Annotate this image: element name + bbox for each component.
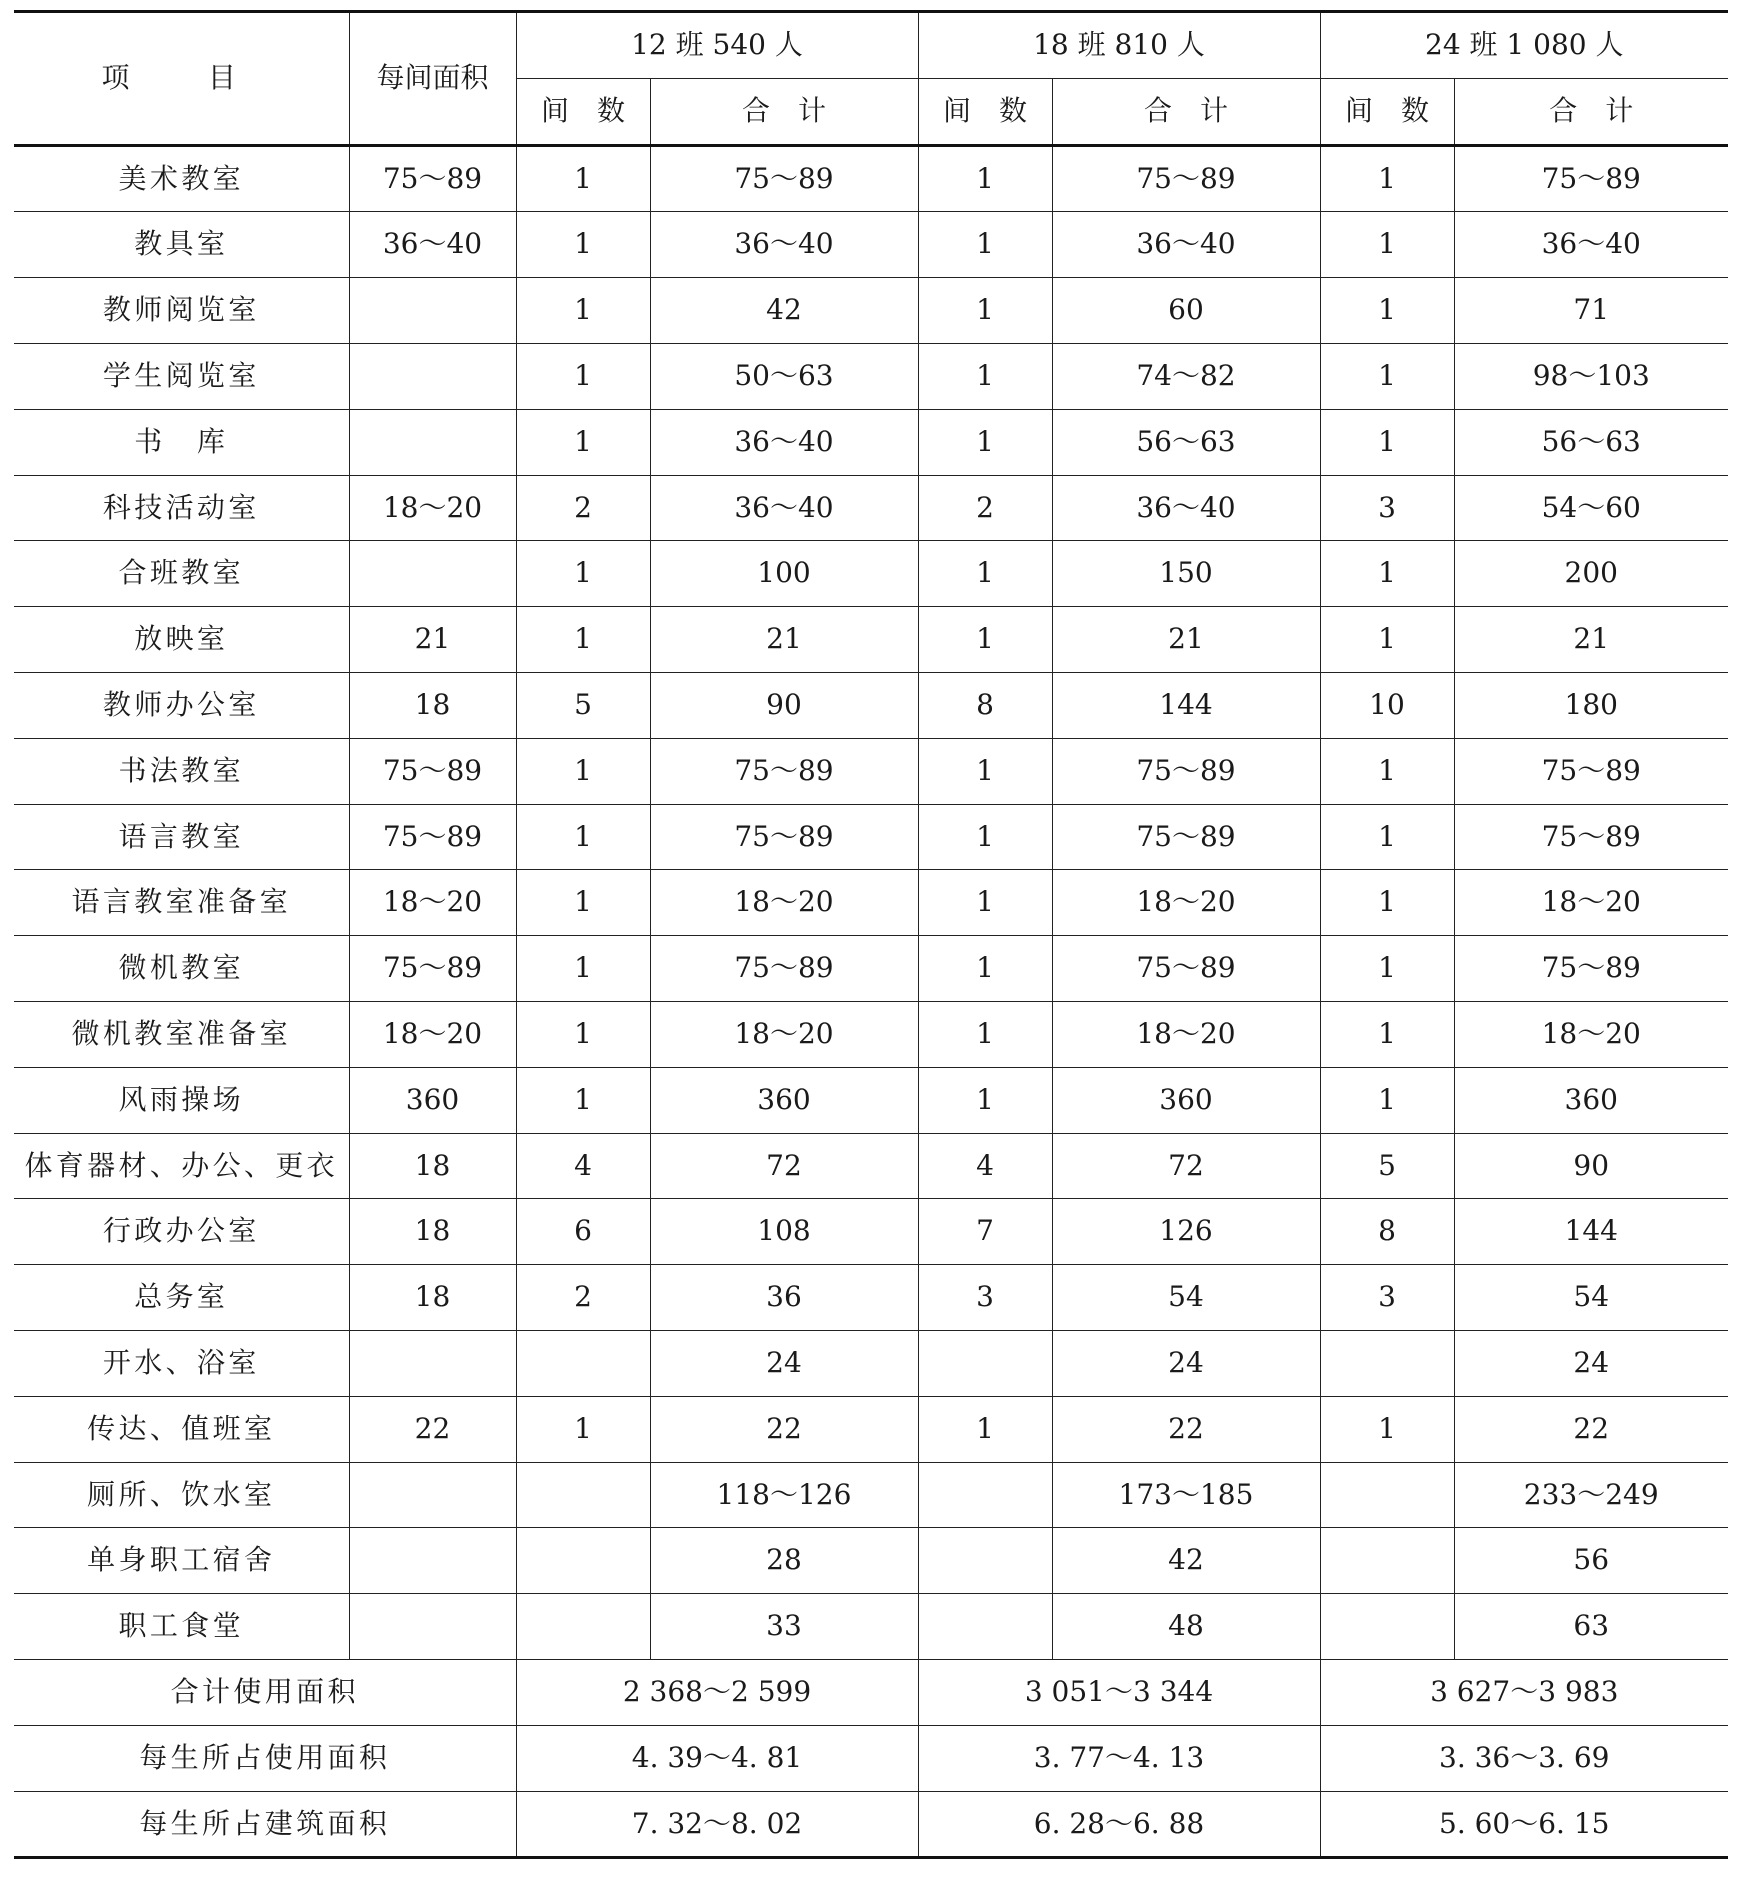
count-18-cell: 1: [918, 738, 1052, 804]
summary-18-cell: 3 051～3 344: [918, 1659, 1320, 1725]
count-18-cell: 7: [918, 1199, 1052, 1265]
count-24-cell: 1: [1320, 804, 1454, 870]
table-row: [14, 738, 1728, 804]
total-24-cell: 75～89: [1454, 738, 1728, 804]
table-row: [14, 1199, 1728, 1265]
total-24-cell: 71: [1454, 278, 1728, 344]
summary-24-cell: 5. 60～6. 15: [1320, 1791, 1728, 1858]
count-12-cell: 1: [516, 278, 650, 344]
total-18-cell: 75～89: [1052, 936, 1320, 1002]
total-12-cell: 118～126: [650, 1462, 918, 1528]
table-row: [14, 212, 1728, 278]
summary-12-cell: 2 368～2 599: [516, 1659, 918, 1725]
count-18-cell: [918, 1330, 1052, 1396]
table-row: [14, 1594, 1728, 1660]
count-12-cell: 1: [516, 212, 650, 278]
count-12-cell: 5: [516, 672, 650, 738]
total-18-cell: 74～82: [1052, 343, 1320, 409]
count-18-cell: [918, 1528, 1052, 1594]
total-18-cell: 144: [1052, 672, 1320, 738]
item-name-cell: 教师阅览室: [14, 278, 349, 344]
item-name-cell: 风雨操场: [14, 1067, 349, 1133]
item-name-cell: 微机教室: [14, 936, 349, 1002]
count-24-cell: 1: [1320, 212, 1454, 278]
count-24-cell: 1: [1320, 541, 1454, 607]
total-18-cell: 18～20: [1052, 870, 1320, 936]
count-24-cell: 1: [1320, 870, 1454, 936]
item-name-cell: 开水、浴室: [14, 1330, 349, 1396]
count-24-cell: 3: [1320, 1265, 1454, 1331]
per-room-area-cell: 21: [349, 607, 516, 673]
total-24-cell: 22: [1454, 1396, 1728, 1462]
summary-name-cell: 每生所占使用面积: [14, 1725, 516, 1791]
total-24-cell: 21: [1454, 607, 1728, 673]
count-12-cell: 1: [516, 936, 650, 1002]
count-24-cell: 10: [1320, 672, 1454, 738]
count-24-cell: 1: [1320, 343, 1454, 409]
count-24-cell: 1: [1320, 278, 1454, 344]
count-12-cell: 4: [516, 1133, 650, 1199]
count-12-cell: [516, 1462, 650, 1528]
per-room-area-cell: [349, 1528, 516, 1594]
header-total: 合 计: [1454, 78, 1728, 145]
total-18-cell: 18～20: [1052, 1001, 1320, 1067]
per-room-area-cell: [349, 278, 516, 344]
item-name-cell: 总务室: [14, 1265, 349, 1331]
table-row: [14, 607, 1728, 673]
per-room-area-cell: [349, 343, 516, 409]
total-24-cell: 233～249: [1454, 1462, 1728, 1528]
item-name-cell: 行政办公室: [14, 1199, 349, 1265]
total-12-cell: 50～63: [650, 343, 918, 409]
total-18-cell: 72: [1052, 1133, 1320, 1199]
table-row: [14, 1001, 1728, 1067]
count-18-cell: 2: [918, 475, 1052, 541]
total-24-cell: 18～20: [1454, 1001, 1728, 1067]
table-row: [14, 870, 1728, 936]
total-24-cell: 90: [1454, 1133, 1728, 1199]
item-name-cell: 单身职工宿舍: [14, 1528, 349, 1594]
total-24-cell: 98～103: [1454, 343, 1728, 409]
count-24-cell: 5: [1320, 1133, 1454, 1199]
total-24-cell: 54～60: [1454, 475, 1728, 541]
summary-row: [14, 1791, 1728, 1858]
total-18-cell: 48: [1052, 1594, 1320, 1660]
count-12-cell: 1: [516, 343, 650, 409]
per-room-area-cell: 18: [349, 1265, 516, 1331]
count-24-cell: [1320, 1594, 1454, 1660]
total-18-cell: 21: [1052, 607, 1320, 673]
count-18-cell: 1: [918, 936, 1052, 1002]
item-name-cell: 美术教室: [14, 145, 349, 212]
count-24-cell: [1320, 1462, 1454, 1528]
summary-24-cell: 3 627～3 983: [1320, 1659, 1728, 1725]
count-18-cell: 1: [918, 541, 1052, 607]
total-12-cell: 108: [650, 1199, 918, 1265]
count-12-cell: [516, 1330, 650, 1396]
total-24-cell: 75～89: [1454, 936, 1728, 1002]
header-item: 项 目: [14, 12, 349, 146]
header-group-12: 12 班 540 人: [516, 12, 918, 79]
per-room-area-cell: 18: [349, 672, 516, 738]
total-12-cell: 36～40: [650, 475, 918, 541]
table-row: [14, 804, 1728, 870]
summary-18-cell: 6. 28～6. 88: [918, 1791, 1320, 1858]
count-18-cell: [918, 1462, 1052, 1528]
count-18-cell: 1: [918, 804, 1052, 870]
count-24-cell: 1: [1320, 145, 1454, 212]
per-room-area-cell: 75～89: [349, 936, 516, 1002]
total-18-cell: 56～63: [1052, 409, 1320, 475]
table-row: [14, 1265, 1728, 1331]
count-18-cell: [918, 1594, 1052, 1660]
item-name-cell: 体育器材、办公、更衣: [14, 1133, 349, 1199]
total-12-cell: 33: [650, 1594, 918, 1660]
item-name-cell: 教具室: [14, 212, 349, 278]
item-name-cell: 传达、值班室: [14, 1396, 349, 1462]
count-18-cell: 3: [918, 1265, 1052, 1331]
item-name-cell: 合班教室: [14, 541, 349, 607]
total-24-cell: 75～89: [1454, 804, 1728, 870]
count-12-cell: 1: [516, 541, 650, 607]
total-24-cell: 56～63: [1454, 409, 1728, 475]
item-name-cell: 放映室: [14, 607, 349, 673]
header-count: 间 数: [1320, 78, 1454, 145]
summary-row: [14, 1725, 1728, 1791]
count-18-cell: 8: [918, 672, 1052, 738]
total-12-cell: 75～89: [650, 738, 918, 804]
header-row-top: [14, 12, 1728, 79]
count-18-cell: 1: [918, 212, 1052, 278]
count-12-cell: 1: [516, 1067, 650, 1133]
count-18-cell: 1: [918, 607, 1052, 673]
count-12-cell: [516, 1528, 650, 1594]
summary-12-cell: 7. 32～8. 02: [516, 1791, 918, 1858]
area-table: [14, 10, 1728, 1859]
table-row: [14, 278, 1728, 344]
count-12-cell: 2: [516, 475, 650, 541]
item-name-cell: 科技活动室: [14, 475, 349, 541]
header-count: 间 数: [918, 78, 1052, 145]
count-12-cell: 1: [516, 738, 650, 804]
table-row: [14, 936, 1728, 1002]
per-room-area-cell: 18～20: [349, 870, 516, 936]
per-room-area-cell: 75～89: [349, 145, 516, 212]
total-12-cell: 75～89: [650, 936, 918, 1002]
count-24-cell: 8: [1320, 1199, 1454, 1265]
count-18-cell: 1: [918, 278, 1052, 344]
item-name-cell: 学生阅览室: [14, 343, 349, 409]
summary-12-cell: 4. 39～4. 81: [516, 1725, 918, 1791]
count-24-cell: 1: [1320, 409, 1454, 475]
per-room-area-cell: 18: [349, 1199, 516, 1265]
total-24-cell: 75～89: [1454, 145, 1728, 212]
total-18-cell: 24: [1052, 1330, 1320, 1396]
total-24-cell: 360: [1454, 1067, 1728, 1133]
total-18-cell: 150: [1052, 541, 1320, 607]
table-row: [14, 1396, 1728, 1462]
header-group-18: 18 班 810 人: [918, 12, 1320, 79]
total-12-cell: 42: [650, 278, 918, 344]
per-room-area-cell: 22: [349, 1396, 516, 1462]
count-18-cell: 1: [918, 1001, 1052, 1067]
header-count: 间 数: [516, 78, 650, 145]
per-room-area-cell: 75～89: [349, 804, 516, 870]
count-12-cell: 1: [516, 409, 650, 475]
total-18-cell: 126: [1052, 1199, 1320, 1265]
table-row: [14, 1528, 1728, 1594]
total-12-cell: 21: [650, 607, 918, 673]
total-18-cell: 54: [1052, 1265, 1320, 1331]
total-18-cell: 173～185: [1052, 1462, 1320, 1528]
total-24-cell: 36～40: [1454, 212, 1728, 278]
total-24-cell: 56: [1454, 1528, 1728, 1594]
total-12-cell: 22: [650, 1396, 918, 1462]
count-12-cell: 1: [516, 870, 650, 936]
count-18-cell: 1: [918, 1396, 1052, 1462]
count-12-cell: 1: [516, 145, 650, 212]
total-18-cell: 75～89: [1052, 738, 1320, 804]
table-row: [14, 1330, 1728, 1396]
count-12-cell: 1: [516, 607, 650, 673]
item-name-cell: 教师办公室: [14, 672, 349, 738]
count-18-cell: 1: [918, 145, 1052, 212]
total-18-cell: 60: [1052, 278, 1320, 344]
item-name-cell: 厕所、饮水室: [14, 1462, 349, 1528]
total-12-cell: 90: [650, 672, 918, 738]
total-18-cell: 360: [1052, 1067, 1320, 1133]
per-room-area-cell: [349, 1462, 516, 1528]
per-room-area-cell: 36～40: [349, 212, 516, 278]
summary-name-cell: 合计使用面积: [14, 1659, 516, 1725]
total-12-cell: 36～40: [650, 409, 918, 475]
count-24-cell: [1320, 1528, 1454, 1594]
total-24-cell: 200: [1454, 541, 1728, 607]
item-name-cell: 书法教室: [14, 738, 349, 804]
total-18-cell: 75～89: [1052, 145, 1320, 212]
table-row: [14, 1462, 1728, 1528]
item-name-cell: 微机教室准备室: [14, 1001, 349, 1067]
count-24-cell: 1: [1320, 936, 1454, 1002]
per-room-area-cell: 75～89: [349, 738, 516, 804]
table-row: [14, 343, 1728, 409]
total-12-cell: 18～20: [650, 1001, 918, 1067]
table-row: [14, 541, 1728, 607]
total-12-cell: 100: [650, 541, 918, 607]
total-18-cell: 42: [1052, 1528, 1320, 1594]
count-24-cell: 1: [1320, 1067, 1454, 1133]
total-24-cell: 54: [1454, 1265, 1728, 1331]
total-18-cell: 75～89: [1052, 804, 1320, 870]
summary-row: [14, 1659, 1728, 1725]
summary-24-cell: 3. 36～3. 69: [1320, 1725, 1728, 1791]
total-12-cell: 75～89: [650, 145, 918, 212]
count-24-cell: [1320, 1330, 1454, 1396]
count-12-cell: 1: [516, 804, 650, 870]
total-12-cell: 360: [650, 1067, 918, 1133]
total-24-cell: 18～20: [1454, 870, 1728, 936]
per-room-area-cell: 18～20: [349, 475, 516, 541]
count-24-cell: 3: [1320, 475, 1454, 541]
header-total: 合 计: [1052, 78, 1320, 145]
per-room-area-cell: 18: [349, 1133, 516, 1199]
per-room-area-cell: [349, 409, 516, 475]
item-name-cell: 语言教室: [14, 804, 349, 870]
total-18-cell: 36～40: [1052, 475, 1320, 541]
total-24-cell: 180: [1454, 672, 1728, 738]
table-body: [14, 145, 1728, 1858]
count-18-cell: 1: [918, 409, 1052, 475]
item-name-cell: 职工食堂: [14, 1594, 349, 1660]
total-12-cell: 24: [650, 1330, 918, 1396]
table-row: [14, 145, 1728, 212]
summary-18-cell: 3. 77～4. 13: [918, 1725, 1320, 1791]
count-12-cell: 6: [516, 1199, 650, 1265]
count-18-cell: 1: [918, 343, 1052, 409]
item-name-cell: 语言教室准备室: [14, 870, 349, 936]
count-24-cell: 1: [1320, 1396, 1454, 1462]
count-24-cell: 1: [1320, 738, 1454, 804]
total-12-cell: 36～40: [650, 212, 918, 278]
total-12-cell: 28: [650, 1528, 918, 1594]
total-12-cell: 36: [650, 1265, 918, 1331]
count-18-cell: 1: [918, 1067, 1052, 1133]
total-24-cell: 24: [1454, 1330, 1728, 1396]
count-24-cell: 1: [1320, 1001, 1454, 1067]
per-room-area-cell: 360: [349, 1067, 516, 1133]
total-12-cell: 75～89: [650, 804, 918, 870]
table-row: [14, 1133, 1728, 1199]
total-18-cell: 36～40: [1052, 212, 1320, 278]
table-row: [14, 475, 1728, 541]
summary-name-cell: 每生所占建筑面积: [14, 1791, 516, 1858]
per-room-area-cell: [349, 541, 516, 607]
total-24-cell: 63: [1454, 1594, 1728, 1660]
count-12-cell: 1: [516, 1396, 650, 1462]
item-name-cell: 书 库: [14, 409, 349, 475]
per-room-area-cell: 18～20: [349, 1001, 516, 1067]
per-room-area-cell: [349, 1594, 516, 1660]
count-18-cell: 1: [918, 870, 1052, 936]
total-24-cell: 144: [1454, 1199, 1728, 1265]
count-18-cell: 4: [918, 1133, 1052, 1199]
count-24-cell: 1: [1320, 607, 1454, 673]
per-room-area-cell: [349, 1330, 516, 1396]
count-12-cell: [516, 1594, 650, 1660]
count-12-cell: 1: [516, 1001, 650, 1067]
table-row: [14, 1067, 1728, 1133]
header-group-24: 24 班 1 080 人: [1320, 12, 1728, 79]
table-row: [14, 409, 1728, 475]
total-12-cell: 72: [650, 1133, 918, 1199]
header-total: 合 计: [650, 78, 918, 145]
total-18-cell: 22: [1052, 1396, 1320, 1462]
table-row: [14, 672, 1728, 738]
count-12-cell: 2: [516, 1265, 650, 1331]
total-12-cell: 18～20: [650, 870, 918, 936]
header-per-room-area: 每间面积: [349, 12, 516, 146]
